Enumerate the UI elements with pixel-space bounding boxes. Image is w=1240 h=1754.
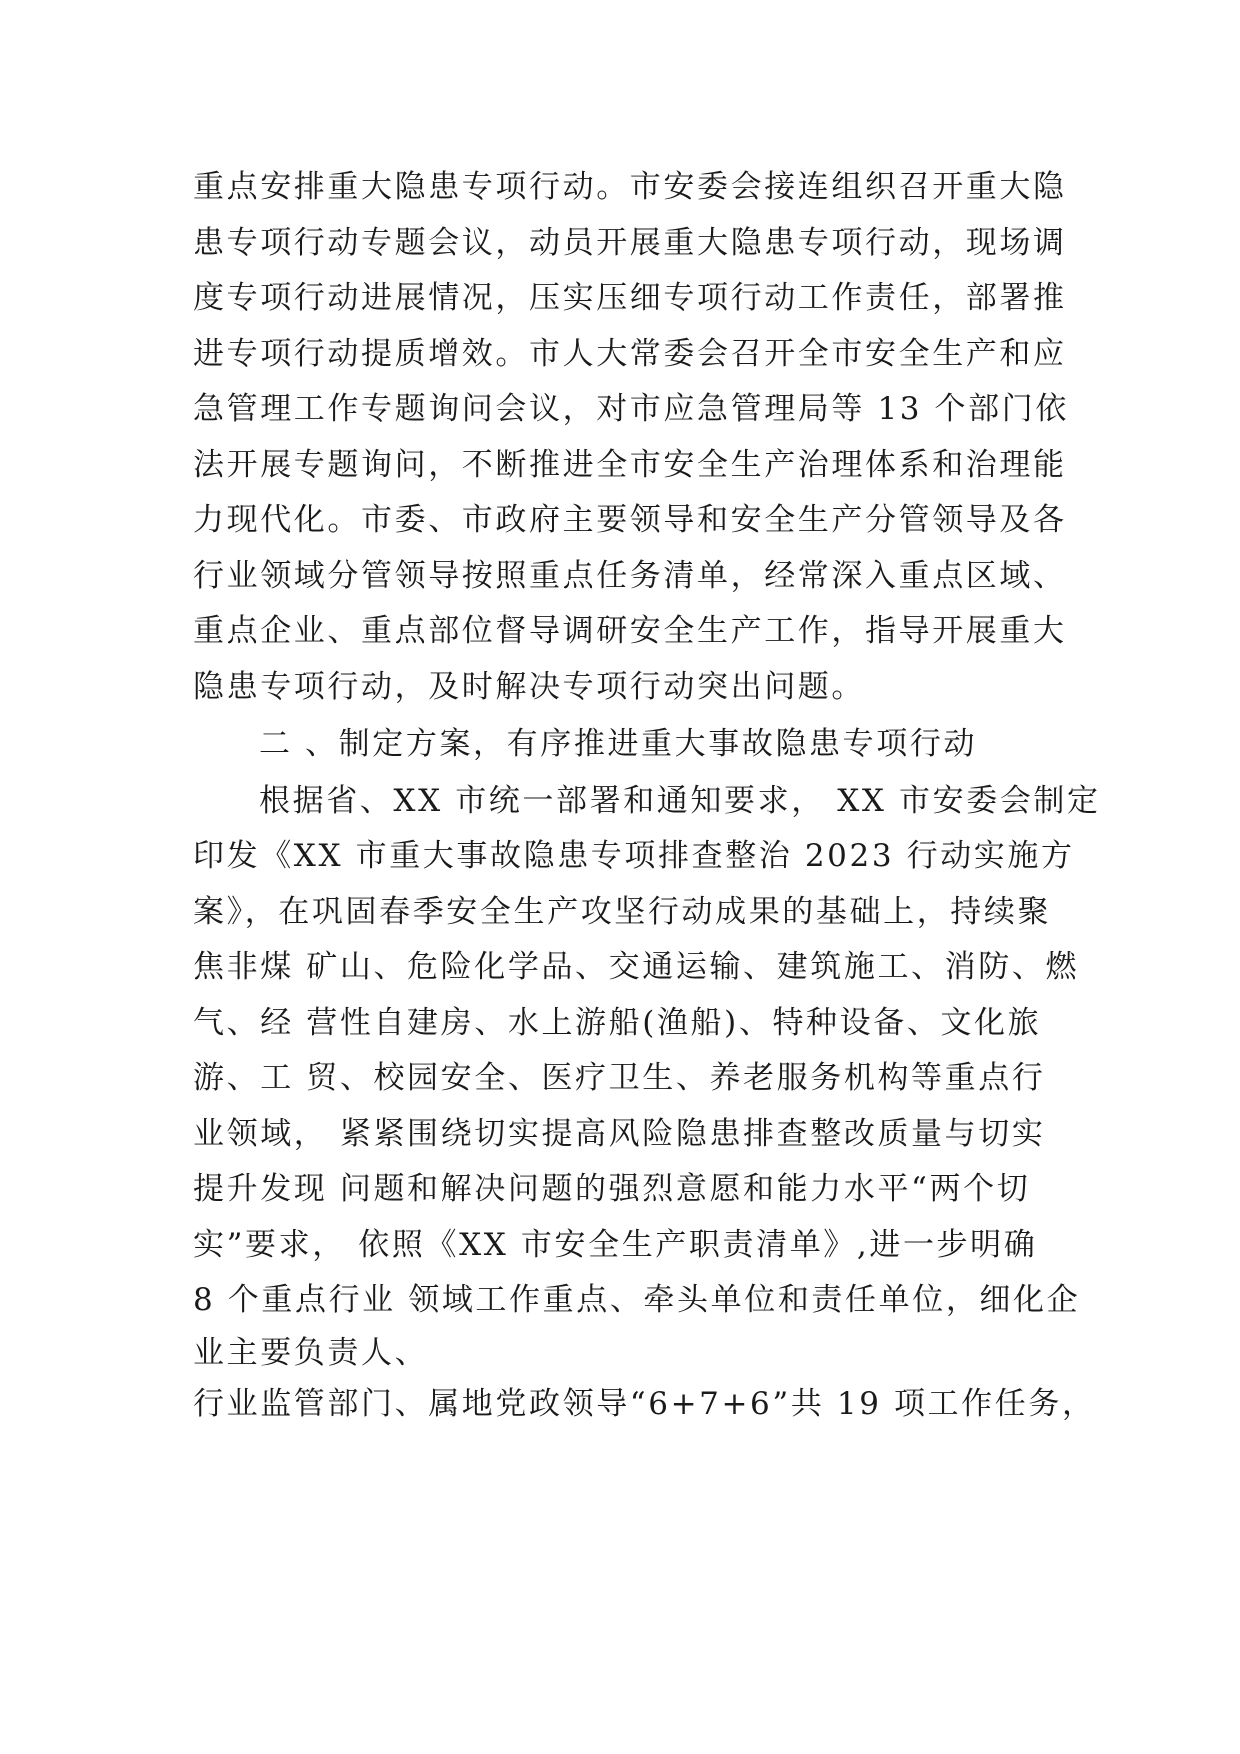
text-line: 业主要负责人、 (193, 1334, 429, 1371)
text-line: 患专项行动专题会议，动员开展重大隐患专项行动，现场调 (193, 224, 1067, 261)
text-line: 度专项行动进展情况，压实压细专项行动工作责任，部署推 (193, 280, 1067, 316)
text-line: 行业领域分管领导按照重点任务清单，经常深入重点区域、 (193, 557, 1067, 594)
text-line: 实”要求， 依照《XX 市安全生产职责清单》,进一步明确 (193, 1226, 1038, 1263)
text-line: 气、经 营性自建房、水上游船(渔船)、特种设备、文化旅 (193, 1004, 1042, 1041)
text-line: 隐患专项行动，及时解决专项行动突出问题。 (193, 668, 865, 705)
text-line: 进专项行动提质增效。市人大常委会召开全市安全生产和应 (193, 335, 1067, 372)
text-line: 业领域， 紧紧围绕切实提高风险隐患排查整改质量与切实 (193, 1115, 1046, 1152)
text-line: 游、工 贸、校园安全、医疗卫生、养老服务机构等重点行 (193, 1060, 1046, 1096)
text-line: 行业监管部门、属地党政领导“6+7+6”共 19 项工作任务， (193, 1385, 1096, 1422)
document-body (193, 160, 1101, 1432)
section-heading: 二 、制定方案，有序推进重大事故隐患专项行动 (259, 726, 978, 762)
text-line: 法开展专题询问，不断推进全市安全生产治理体系和治理能 (193, 446, 1067, 483)
text-line: 重点安排重大隐患专项行动。市安委会接连组织召开重大隐 (193, 169, 1067, 205)
text-line: 印发《XX 市重大事故隐患专项排查整治 2023 行动实施方 (193, 838, 1075, 874)
text-line: 根据省、XX 市统一部署和通知要求， XX 市安委会制定 (259, 782, 1101, 819)
text-line: 案》，在巩固春季安全生产攻坚行动成果的基础上，持续聚 (193, 893, 1052, 930)
text-line: 重点企业、重点部位督导调研安全生产工作，指导开展重大 (193, 613, 1067, 649)
text-line: 力现代化。市委、市政府主要领导和安全生产分管领导及各 (193, 502, 1067, 538)
text-line: 焦非煤 矿山、危险化学品、交通运输、建筑施工、消防、燃 (193, 949, 1080, 985)
text-line: 8 个重点行业 领域工作重点、牵头单位和责任单位，细化企 (193, 1282, 1081, 1318)
text-line: 提升发现 问题和解决问题的强烈意愿和能力水平“两个切 (193, 1171, 1031, 1207)
text-line: 急管理工作专题询问会议，对市应急管理局等 13 个部门依 (193, 391, 1069, 427)
